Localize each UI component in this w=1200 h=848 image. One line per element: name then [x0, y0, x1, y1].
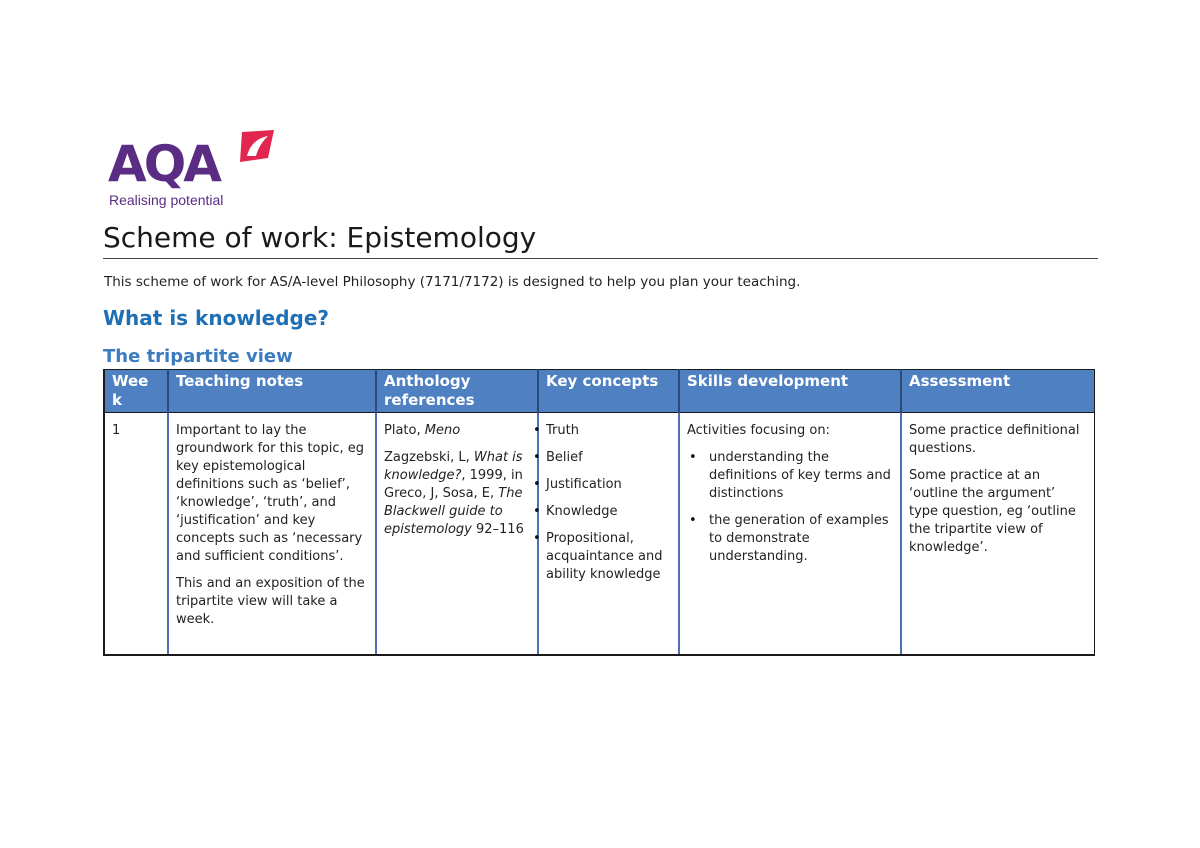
aqa-logo [108, 128, 278, 212]
table-header-row [104, 370, 1094, 413]
header-teaching-notes: Teaching notes [168, 370, 376, 413]
header-key-concepts: Key concepts [538, 370, 679, 413]
section-heading: What is knowledge? [103, 306, 330, 330]
scheme-table [103, 369, 1095, 656]
logo-wordmark: AQA [108, 135, 219, 193]
header-week: Wee k [104, 370, 168, 413]
teaching-note: This and an exposition of the tripartite view will take a week. [176, 576, 365, 627]
cell-anthology [376, 413, 538, 656]
assessment-note: Some practice at an ‘outline the argument’ type question, eg ‘outline the tripartite view of knowledge’. [909, 468, 1076, 555]
list-item: • Truth [546, 422, 671, 440]
teaching-note: Important to lay the groundwork for this topic, eg key epistemological definitions such as ‘belief’, ‘knowledge’, ‘truth’, and ‘justification’ and key concepts such as ‘necessary and sufficient conditions’. [176, 423, 365, 564]
document-title: Scheme of work: Epistemology [103, 219, 1098, 259]
cell-skills [679, 413, 901, 656]
intro-text: This scheme of work for AS/A-level Philosophy (7171/7172) is designed to help you plan your teaching. [104, 274, 801, 290]
list-item: • Knowledge [546, 503, 671, 521]
header-skills: Skills development [679, 370, 901, 413]
list-item: • the generation of examples to demonstrate understanding. [709, 512, 893, 566]
skills-intro: Activities focusing on: [687, 423, 830, 438]
assessment-note: Some practice definitional questions. [909, 423, 1080, 456]
list-item: • Justification [546, 476, 671, 494]
header-assessment: Assessment [901, 370, 1094, 413]
cell-week: 1 [104, 413, 168, 656]
header-anthology: Anthology references [376, 370, 538, 413]
cell-teaching-notes [168, 413, 376, 656]
list-item: • Propositional, acquaintance and ability knowledge [546, 530, 671, 584]
list-item: • Belief [546, 449, 671, 467]
list-item: • understanding the definitions of key terms and distinctions [709, 449, 893, 503]
table-row [104, 413, 1094, 656]
cell-assessment [901, 413, 1094, 656]
quote-mark-icon [238, 128, 278, 168]
anthology-ref: Zagzebski, L, What is knowledge?, 1999, in Greco, J, Sosa, E, The Blackwell guide to epistemology 92–116 [384, 450, 524, 537]
logo-tagline: Realising potential [109, 192, 224, 208]
subsection-heading: The tripartite view [103, 346, 293, 367]
cell-key-concepts [538, 413, 679, 656]
anthology-ref: Plato, Meno [384, 423, 461, 438]
